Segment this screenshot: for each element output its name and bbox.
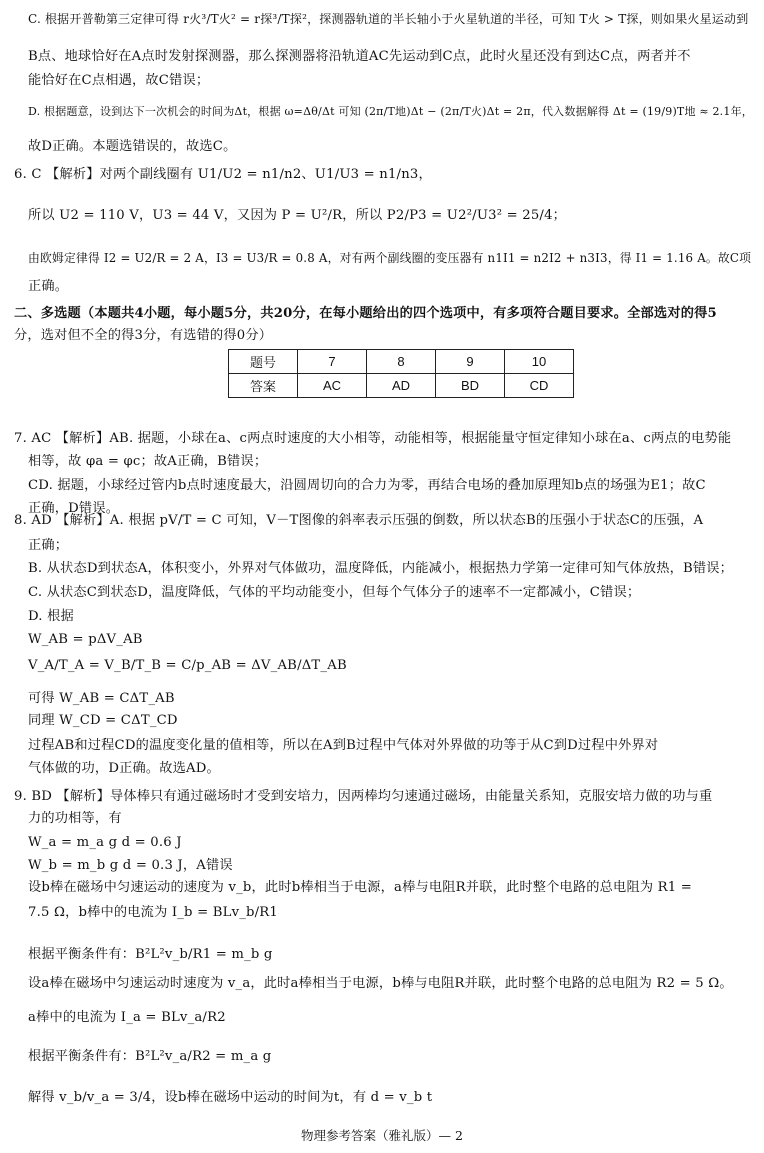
table-cell: 7 [298,350,367,374]
text-line: 相等，故 φa = φc；故A正确，B错误； [28,454,268,469]
answer-table [228,349,574,398]
text-line: 7. AC 【解析】AB. 据题，小球在a、c两点时速度的大小相等，动能相等，根据能量守恒定律知小球在a、c两点的电势能 [14,431,732,446]
text-line: 解得 v_b/v_a = 3/4，设b棒在磁场中运动的时间为t，有 d = v_b t [28,1090,433,1105]
text-line: V_A/T_A = V_B/T_B = C/p_AB = ΔV_AB/ΔT_AB [28,658,347,673]
text-line: D. 根据 [28,609,74,624]
text-line: 由欧姆定律得 I2 = U2/R = 2 A，I3 = U3/R = 0.8 A，对有两个副线圈的变压器有 n1I1 = n2I2 + n3I3，得 I1 = 1.16 A。故C项 [28,251,752,265]
text-line: 过程AB和过程CD的温度变化量的值相等，所以在A到B过程中气体对外界做的功等于从C到D过程中外界对 [28,738,659,753]
text-line: 正确。 [28,279,69,294]
text-line: 可得 W_AB = CΔT_AB [28,691,175,706]
text-line: 同理 W_CD = CΔT_CD [28,713,178,728]
text-line: B点、地球恰好在A点时发射探测器，那么探测器将沿轨道AC先运动到C点，此时火星还没有到达C点，两者并不 [28,49,691,64]
table-row [229,374,574,398]
text-line: W_b = m_b g d = 0.3 J，A错误 [28,858,233,873]
text-line: 正确，D错误。 [28,501,120,516]
text-line: 所以 U2 = 110 V，U3 = 44 V，又因为 P = U²/R，所以 P2/P3 = U2²/U3² = 25/4； [28,208,567,223]
text-line: 6. C 【解析】对两个副线圈有 U1/U2 = n1/n2、U1/U3 = n1/n3， [14,167,432,182]
text-line: 根据平衡条件有：B²L²v_b/R1 = m_b g [28,947,273,962]
table-cell: 9 [436,350,505,374]
text-line: W_AB = pΔV_AB [28,632,143,647]
text-line: 二、多选题（本题共4小题，每小题5分，共20分，在每小题给出的四个选项中，有多项符合题目要求。全部选对的得5 [14,306,717,321]
text-line: C. 根据开普勒第三定律可得 r火³/T火² = r探³/T探²，探测器轨道的半长轴小于火星轨道的半径，可知 T火 > T探，则如果火星运动到 [28,12,749,26]
text-line: 设b棒在磁场中匀速运动的速度为 v_b，此时b棒相当于电源，a棒与电阻R并联，此时整个电路的总电阻为 R1 = [28,880,692,895]
text-line: B. 从状态D到状态A，体积变小，外界对气体做功，温度降低，内能减小，根据热力学第一定律可知气体放热，B错误； [28,561,734,576]
table-cell: 8 [367,350,436,374]
text-line: W_a = m_a g d = 0.6 J [28,835,182,850]
text-line: a棒中的电流为 I_a = BLv_a/R2 [28,1010,226,1025]
table-cell: 题号 [229,350,298,374]
table-cell: AD [367,374,436,398]
table-cell: 答案 [229,374,298,398]
table-header-row [229,350,574,374]
page-footer: 物理参考答案（雅礼版）— 2 [301,1128,463,1143]
text-line: 故D正确。本题选错误的，故选C。 [28,139,237,154]
table-cell: CD [505,374,574,398]
text-line: 能恰好在C点相遇，故C错误； [28,73,210,88]
text-line: CD. 据题，小球经过管内b点时速度最大，沿圆周切向的合力为零，再结合电场的叠加原理知b点的场强为E1；故C [28,478,706,493]
text-line: D. 根据题意，设到达下一次机会的时间为Δt，根据 ω=Δθ/Δt 可知 (2π/T地)Δt − (2π/T火)Δt = 2π，代入数据解得 Δt = (19/9)T地 ≈ 2.1年， [28,105,753,118]
text-line: 分，选对但不全的得3分，有选错的得0分） [14,328,273,343]
table-cell: BD [436,374,505,398]
table-cell: 10 [505,350,574,374]
table-cell: AC [298,374,367,398]
text-line: 8. AD 【解析】A. 根据 pV/T = C 可知，V－T图像的斜率表示压强的倒数，所以状态B的压强小于状态C的压强，A [14,513,704,528]
text-line: C. 从状态C到状态D，温度降低，气体的平均动能变小，但每个气体分子的速率不一定都减小，C错误； [28,585,641,600]
text-line: 7.5 Ω，b棒中的电流为 I_b = BLv_b/R1 [28,905,279,920]
text-line: 根据平衡条件有：B²L²v_a/R2 = m_a g [28,1049,272,1064]
text-line: 9. BD 【解析】导体棒只有通过磁场时才受到安培力，因两棒均匀速通过磁场，由能量关系知，克服安培力做的功与重 [14,789,713,804]
text-line: 正确； [28,538,69,553]
text-line: 气体做的功，D正确。故选AD。 [28,761,220,776]
text-line: 设a棒在磁场中匀速运动时速度为 v_a，此时a棒相当于电源，b棒与电阻R并联，此时整个电路的总电阻为 R2 = 5 Ω。 [28,976,733,991]
text-line: 力的功相等，有 [28,811,122,826]
